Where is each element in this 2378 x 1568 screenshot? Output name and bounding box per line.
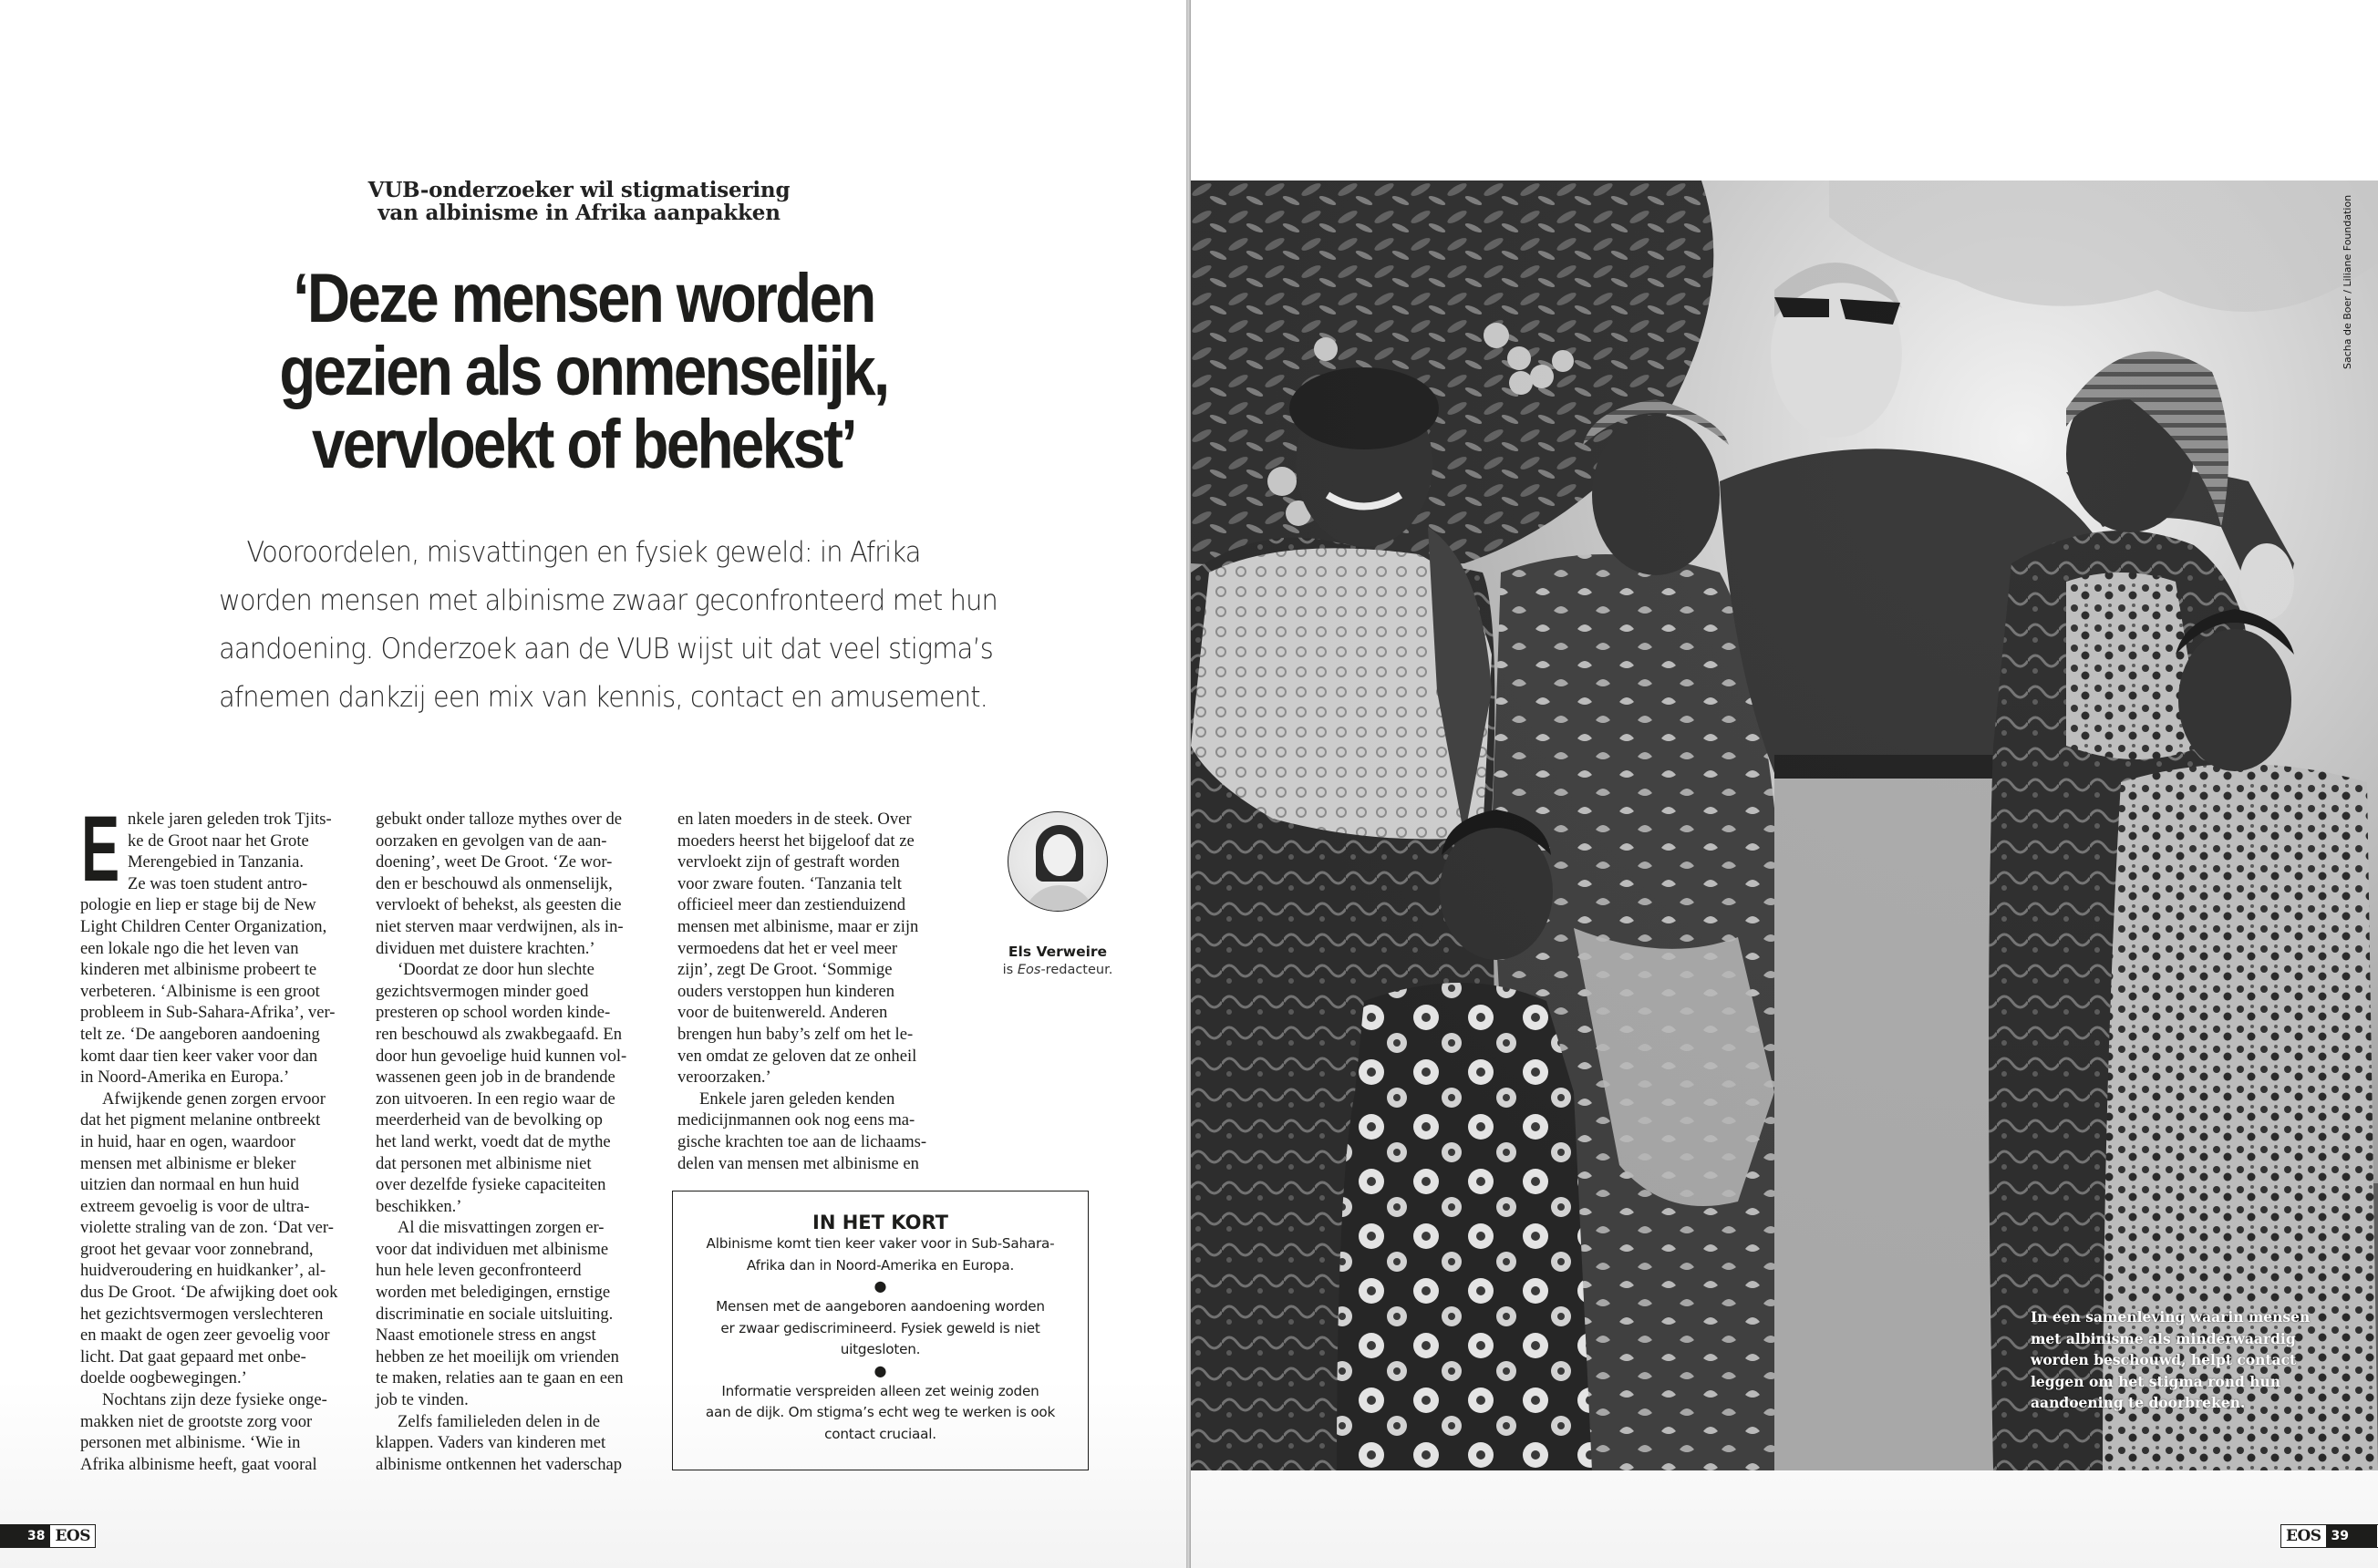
body-line: een lokale ngo die het leven van [80, 938, 299, 958]
body-line: Zelfs familieleden delen in de [398, 1411, 600, 1431]
body-line: voor zware fouten. ‘Tanzania telt [677, 873, 902, 893]
headline [262, 260, 905, 483]
body-line: groot het gevaar voor zonnebrand, [80, 1239, 314, 1259]
author-name: Els Verweire [1008, 944, 1108, 960]
body-line: zijn’, zegt De Groot. ‘Sommige [677, 960, 893, 980]
body-line: dat personen met albinisme niet [376, 1153, 592, 1173]
box-item: Albinisme komt tien keer vaker voor in Sub-Sahara- Afrika dan in Noord-Amerika en Europa. [706, 1235, 1055, 1274]
body-line: violette straling van de zon. ‘Dat ver- [80, 1218, 334, 1238]
intro-line: afnemen dankzij een mix van kennis, contact en amusement. [219, 681, 987, 714]
folio-left [0, 1524, 96, 1548]
intro-line: worden mensen met albinisme zwaar geconfronteerd met hun [219, 584, 998, 617]
body-line: makken niet de grootste zorg voor [80, 1411, 313, 1431]
body-line: beschikken.’ [376, 1196, 462, 1216]
body-line: Merengebied in Tanzania. [128, 852, 304, 872]
body-line: uitzien dan normaal en hun huid [80, 1175, 300, 1195]
author-block [967, 811, 1149, 979]
box-title: IN HET KORT [812, 1212, 948, 1233]
body-line: Ze was toen student antro- [128, 873, 308, 893]
body-line: gezichtsvermogen minder goed [376, 981, 589, 1001]
body-line: pologie en liep er stage bij de New [80, 895, 316, 915]
body-line: meerderheid van de bevolking op [376, 1110, 603, 1130]
kicker [310, 179, 848, 224]
body-line: door hun gevoelige huid kunnen vol- [376, 1046, 627, 1066]
body-column-1 [80, 797, 352, 1475]
kicker-line: van albinisme in Afrika aanpakken [377, 201, 781, 225]
body-column-2 [376, 809, 647, 1475]
body-line: worden met beledigingen, ernstige [376, 1283, 611, 1303]
headline-line: vervloekt of behekst’ [311, 406, 856, 483]
body-line: in Noord-Amerika en Europa.’ [80, 1068, 290, 1088]
body-line: albinisme ontkennen het vaderschap [376, 1454, 623, 1474]
magazine-name: EOS [2286, 1527, 2321, 1545]
page-number: 39 [2326, 1525, 2377, 1547]
headline-line: gezien als onmenselijk, [279, 333, 888, 410]
body-line: dividuen met duistere krachten.’ [376, 938, 595, 958]
body-line: nkele jaren geleden trok Tjits- [128, 810, 332, 829]
body-line: vervloekt zijn of gestraft worden [677, 852, 900, 872]
body-line: huidveroudering en huidkanker’, al- [80, 1261, 326, 1281]
body-line: in huid, haar en ogen, waardoor [80, 1131, 295, 1151]
intro-line: aandoening. Onderzoek aan de VUB wijst uit dat veel stigma’s [219, 633, 993, 665]
body-line: voor dat individuen met albinisme [376, 1239, 609, 1259]
body-line: niet sterven maar verdwijnen, als in- [376, 916, 624, 936]
body-line: Al die misvattingen zorgen er- [398, 1218, 605, 1238]
body-line: gische krachten toe aan de lichaams- [677, 1131, 927, 1151]
box-item: Mensen met de aangeboren aandoening worden er zwaar gediscrimineerd. Fysiek geweld is niet uitgesloten. [716, 1298, 1045, 1357]
body-line: den er beschouwd als onmenselijk, [376, 873, 613, 893]
body-line: over dezelfde fysieke capaciteiten [376, 1175, 606, 1195]
body-line: voor de buitenwereld. Anderen [677, 1003, 888, 1023]
in-het-kort-box [672, 1191, 1089, 1470]
body-line: licht. Dat gaat gepaard met onbe- [80, 1346, 306, 1367]
intro-lead [219, 529, 998, 722]
drop-cap-letter: E [81, 797, 120, 901]
magazine-name: EOS [55, 1527, 90, 1545]
body-line: brengen hun baby’s zelf om het le- [677, 1024, 914, 1044]
body-line: Light Children Center Organization, [80, 916, 327, 936]
body-line: zon uitvoeren. In een regio waar de [376, 1088, 615, 1109]
body-line: wassenen geen job in de brandende [376, 1068, 615, 1088]
body-line: ren beschouwd als zwakbegaafd. En [376, 1024, 623, 1044]
body-line: en maakt de ogen zeer gevoelig voor [80, 1326, 330, 1346]
body-line: presteren op school worden kinde- [376, 1003, 611, 1023]
photo-illustration [1191, 181, 2378, 1470]
body-line: telt ze. ‘De aangeboren aandoening [80, 1024, 320, 1044]
body-line: vervloekt of behekst, als geesten die [376, 895, 622, 915]
body-line: ke de Groot naar het Grote [128, 830, 309, 851]
body-line: ‘Doordat ze door hun slechte [398, 960, 594, 980]
body-line: extreem gevoelig is voor de ultra- [80, 1196, 310, 1216]
body-column-3 [677, 809, 951, 1174]
body-line: mensen met albinisme, maar er zijn [677, 916, 919, 936]
author-avatar [1008, 811, 1108, 912]
body-line: verbeteren. ‘Albinisme is een groot [80, 981, 320, 1001]
body-line: discriminatie en sociale uitsluiting. [376, 1304, 614, 1324]
body-line: doelde oogbewegingen.’ [80, 1368, 247, 1388]
bullet-icon: ● [874, 1361, 887, 1379]
body-line: probleem in Sub-Sahara-Afrika’, ver- [80, 1003, 336, 1023]
body-line: mensen met albinisme er bleker [80, 1153, 296, 1173]
body-line: delen van mensen met albinisme en [677, 1153, 919, 1173]
headline-line: ‘Deze mensen worden [293, 260, 874, 337]
body-line: Enkele jaren geleden kenden [699, 1088, 895, 1109]
body-line: personen met albinisme. ‘Wie in [80, 1433, 301, 1453]
body-line: officieel meer dan zestienduizend [677, 895, 906, 915]
body-line: job te vinden. [376, 1390, 469, 1410]
page-number: 38 [0, 1525, 50, 1547]
body-line: en laten moeders in de steek. Over [677, 810, 912, 829]
body-line: Nochtans zijn deze fysieke onge- [102, 1390, 327, 1410]
body-line: komt daar tien keer vaker voor dan [80, 1046, 318, 1066]
body-line: dus De Groot. ‘De afwijking doet ook [80, 1283, 338, 1303]
body-line: ouders verstoppen hun kinderen [677, 981, 895, 1001]
box-item: Informatie verspreiden alleen zet weinig zoden aan de dijk. Om stigma’s echt weg te werken is ook contact cruciaal. [705, 1382, 1056, 1442]
body-line: hebben ze het moeilijk om vrienden [376, 1346, 619, 1367]
body-line: te maken, relaties aan te gaan en een [376, 1368, 624, 1388]
body-line: ven omdat ze geloven dat ze onheil [677, 1046, 917, 1066]
body-line: Afrika albinisme heeft, gaat vooral [80, 1454, 317, 1474]
body-line: oorzaken en gevolgen van de aan- [376, 830, 607, 851]
body-line: kinderen met albinisme probeert te [80, 960, 317, 980]
intro-line: Vooroordelen, misvattingen en fysiek geweld: in Afrika [246, 536, 921, 569]
body-line: hun hele leven geconfronteerd [376, 1261, 582, 1281]
body-line: vermoedens dat het er veel meer [677, 938, 898, 958]
body-line: Naast emotionele stress en angst [376, 1326, 596, 1346]
body-line: doening’, weet De Groot. ‘Ze wor- [376, 852, 613, 872]
body-line: veroorzaken.’ [677, 1068, 771, 1088]
body-line: het land werkt, voedt dat de mythe [376, 1131, 611, 1151]
body-line: medicijnmannen ook nog eens ma- [677, 1110, 915, 1130]
body-line: het gezichtsvermogen verslechteren [80, 1304, 324, 1324]
body-line: dat het pigment melanine ontbreekt [80, 1110, 321, 1130]
kicker-line: VUB-onderzoeker wil stigmatisering [367, 178, 791, 202]
body-line: klappen. Vaders van kinderen met [376, 1433, 606, 1453]
photo-caption: In een samenleving waarin mensen met albinisme als minderwaardig worden beschouwd, helpt contact leggen om het stigma rond hun aandoening te doorbreken. [2031, 1308, 2311, 1411]
body-line: gebukt onder talloze mythes over de [376, 810, 623, 829]
body-line: moeders heerst het bijgeloof dat ze [677, 830, 915, 851]
author-role: is Eos-redacteur. [1002, 963, 1113, 977]
body-line: Afwijkende genen zorgen ervoor [102, 1088, 326, 1109]
bullet-icon: ● [874, 1277, 887, 1295]
folio-right [2280, 1524, 2378, 1548]
group-photo [1191, 181, 2378, 1470]
photo-credit: Sacha de Boer / Liliane Foundation [2342, 194, 2353, 369]
